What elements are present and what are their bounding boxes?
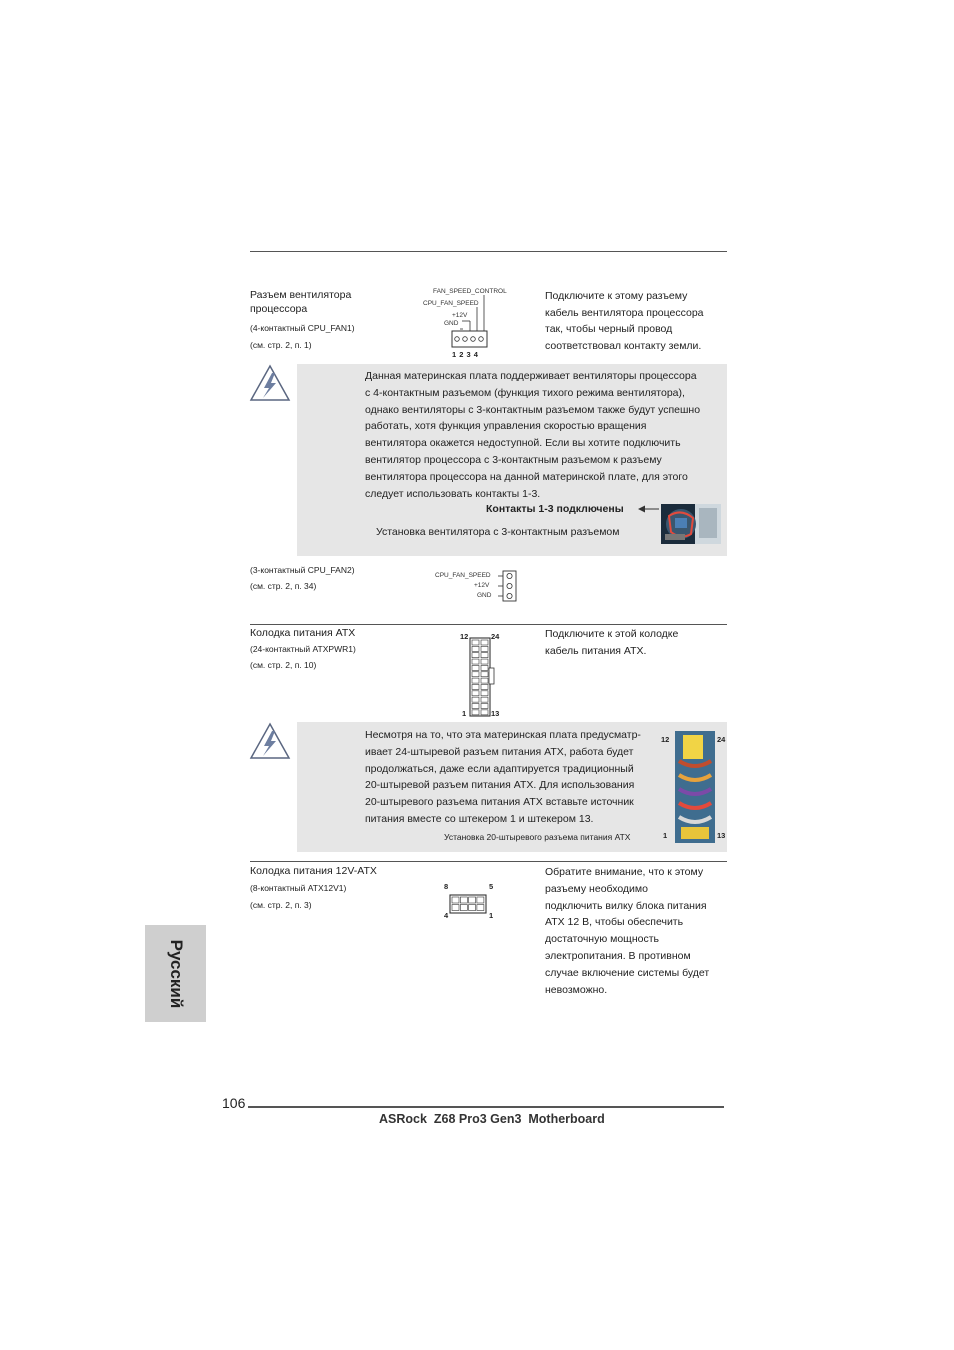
language-tab-label: Русский (166, 939, 186, 1008)
cpu-fan2-page-ref: (см. стр. 2, п. 34) (250, 581, 317, 591)
atx12v-page-ref: (см. стр. 2, п. 3) (250, 900, 312, 910)
atx24-pin (472, 684, 479, 689)
atx12v-description: Обратите внимание, что к этому разъему необходимо подключить вилку блока питания ATX 12 В, чтобы обеспечить достаточную мощность электропитания. В противном случае включение системы будет невозможно. (545, 866, 710, 996)
atx24-pin (472, 691, 479, 696)
atx-power-subtitle: (24-контактный ATXPWR1) (250, 644, 356, 654)
atx12v-pin (452, 905, 459, 911)
footer-rule (248, 1106, 724, 1108)
pin-numbers: 1 2 3 4 (452, 350, 478, 359)
arrow-left-icon (638, 504, 660, 514)
atx24-pin (472, 710, 479, 715)
atx24-pin (472, 697, 479, 702)
section-rule (250, 861, 727, 862)
atx24-pin (472, 640, 479, 645)
atx24-pin (481, 710, 488, 715)
atx24-pin (472, 653, 479, 658)
section-rule (250, 624, 727, 625)
page-number: 106 (222, 1095, 246, 1111)
atx12v-connector-diagram (448, 892, 488, 916)
atx24-pin (481, 665, 488, 670)
atx12v-pin-5-label: 5 (489, 882, 494, 891)
top-rule (250, 251, 727, 252)
atx24-pin (481, 653, 488, 658)
atx-power-title: Колодка питания ATX (250, 627, 356, 639)
atx12v-pin (460, 905, 467, 911)
atx24-pin (472, 665, 479, 670)
atx-pin-13-label: 13 (491, 709, 500, 718)
cpu-fan1-subtitle: (4-контактный CPU_FAN1) (250, 323, 355, 333)
atx24-pin (481, 684, 488, 689)
fan-speed-control-label: FAN_SPEED_CONTROL (433, 288, 507, 295)
atx12v-pin (460, 897, 467, 903)
cpu-fan1-title: Разъем вентилятора процессора (250, 289, 352, 315)
atx-pin-1-label: 1 (462, 709, 467, 718)
cpu-fan1-page-ref: (см. стр. 2, п. 1) (250, 340, 312, 350)
product-name: ASRock Z68 Pro3 Gen3 Motherboard (379, 1112, 605, 1126)
atx24-pin (481, 640, 488, 645)
atx12v-pin (477, 905, 484, 911)
note2-text: Несмотря на то, что эта материнская плата предусматр- ивает 24-штыревой разъем питания ATX, работа будет продолжаться, даже если адаптируется традиционный 20-штыревой разъем питания ATX. Для использования 20-штыревого разъема питания ATX вставьте источник питания вместе со штекером 1 и штекером 13. (365, 729, 641, 825)
atx20-photo (675, 731, 715, 843)
atx12v-title: Колодка питания 12V-ATX (250, 865, 377, 877)
plus12v-label: +12V (452, 312, 468, 319)
photo-pin-12-label: 12 (661, 735, 670, 744)
warning-icon (249, 722, 291, 760)
atx24-pin (472, 672, 479, 677)
language-tab (145, 925, 206, 1022)
atx-pin-24-label: 24 (491, 632, 500, 641)
cpu-fan1-description: Подключите к этому разъему кабель вентилятора процессора так, чтобы черный провод соответствовал контакту земли. (545, 290, 704, 352)
atx24-pin (481, 659, 488, 664)
atx12v-pin (469, 905, 476, 911)
gnd-label: GND (444, 320, 459, 327)
warning-icon (249, 364, 291, 402)
atx24-pin (472, 704, 479, 709)
note1-text: Данная материнская плата поддерживает вентиляторы процессора с 4-контактным разъемом (функция тихого режима вентилятора), однако вентиляторы с 3-контактным разъемом также будут успешно работать, хотя функция управления скоростью вращения вентилятора окажется недоступной. Если вы хотите подключить вентилятор процессора с 3-контактным разъемом к разъему вентилятора процессора на данной материнской плате, для этого следует использовать контакты 1-3. (365, 370, 701, 500)
note2-caption: Установка 20-штыревого разъема питания ATX (444, 832, 631, 842)
photo-pin-13-label: 13 (717, 831, 726, 840)
atx-power-description: Подключите к этой колодке кабель питания ATX. (545, 628, 679, 657)
atx24-pin (481, 672, 488, 677)
atx24-pin (472, 678, 479, 683)
atx-pin-12-label: 12 (460, 632, 469, 641)
atx12v-pin (452, 897, 459, 903)
photo-pin-24-label: 24 (717, 735, 726, 744)
atx12v-pin (477, 897, 484, 903)
note1-caption: Установка вентилятора с 3-контактным разъемом (376, 526, 620, 538)
photo-pin-1-label: 1 (663, 831, 668, 840)
cpu-fan2-subtitle: (3-контактный CPU_FAN2) (250, 565, 355, 575)
cpu-fan2-gnd-label: GND (477, 592, 492, 599)
atx24-connector-diagram (468, 636, 496, 720)
atx12v-subtitle: (8-контактный ATX12V1) (250, 883, 347, 893)
atx12v-pin-4-label: 4 (444, 911, 449, 920)
cpu-fan-speed-label: CPU_FAN_SPEED (423, 300, 479, 307)
pins-connected-label: Контакты 1-3 подключены (486, 503, 624, 515)
atx24-pin (472, 659, 479, 664)
fan-photo (661, 504, 721, 544)
atx24-pin (481, 678, 488, 683)
atx24-pin (481, 697, 488, 702)
atx12v-pin-8-label: 8 (444, 882, 449, 891)
atx24-pin (481, 646, 488, 651)
cpu-fan2-speed-label: CPU_FAN_SPEED (435, 572, 491, 579)
cpu-fan2-plus12v-label: +12V (474, 582, 490, 589)
atx12v-pin (469, 897, 476, 903)
atx-power-page-ref: (см. стр. 2, п. 10) (250, 660, 317, 670)
atx24-pin (481, 704, 488, 709)
atx24-pin (472, 646, 479, 651)
atx12v-pin-1-label: 1 (489, 911, 494, 920)
atx24-pin (481, 691, 488, 696)
